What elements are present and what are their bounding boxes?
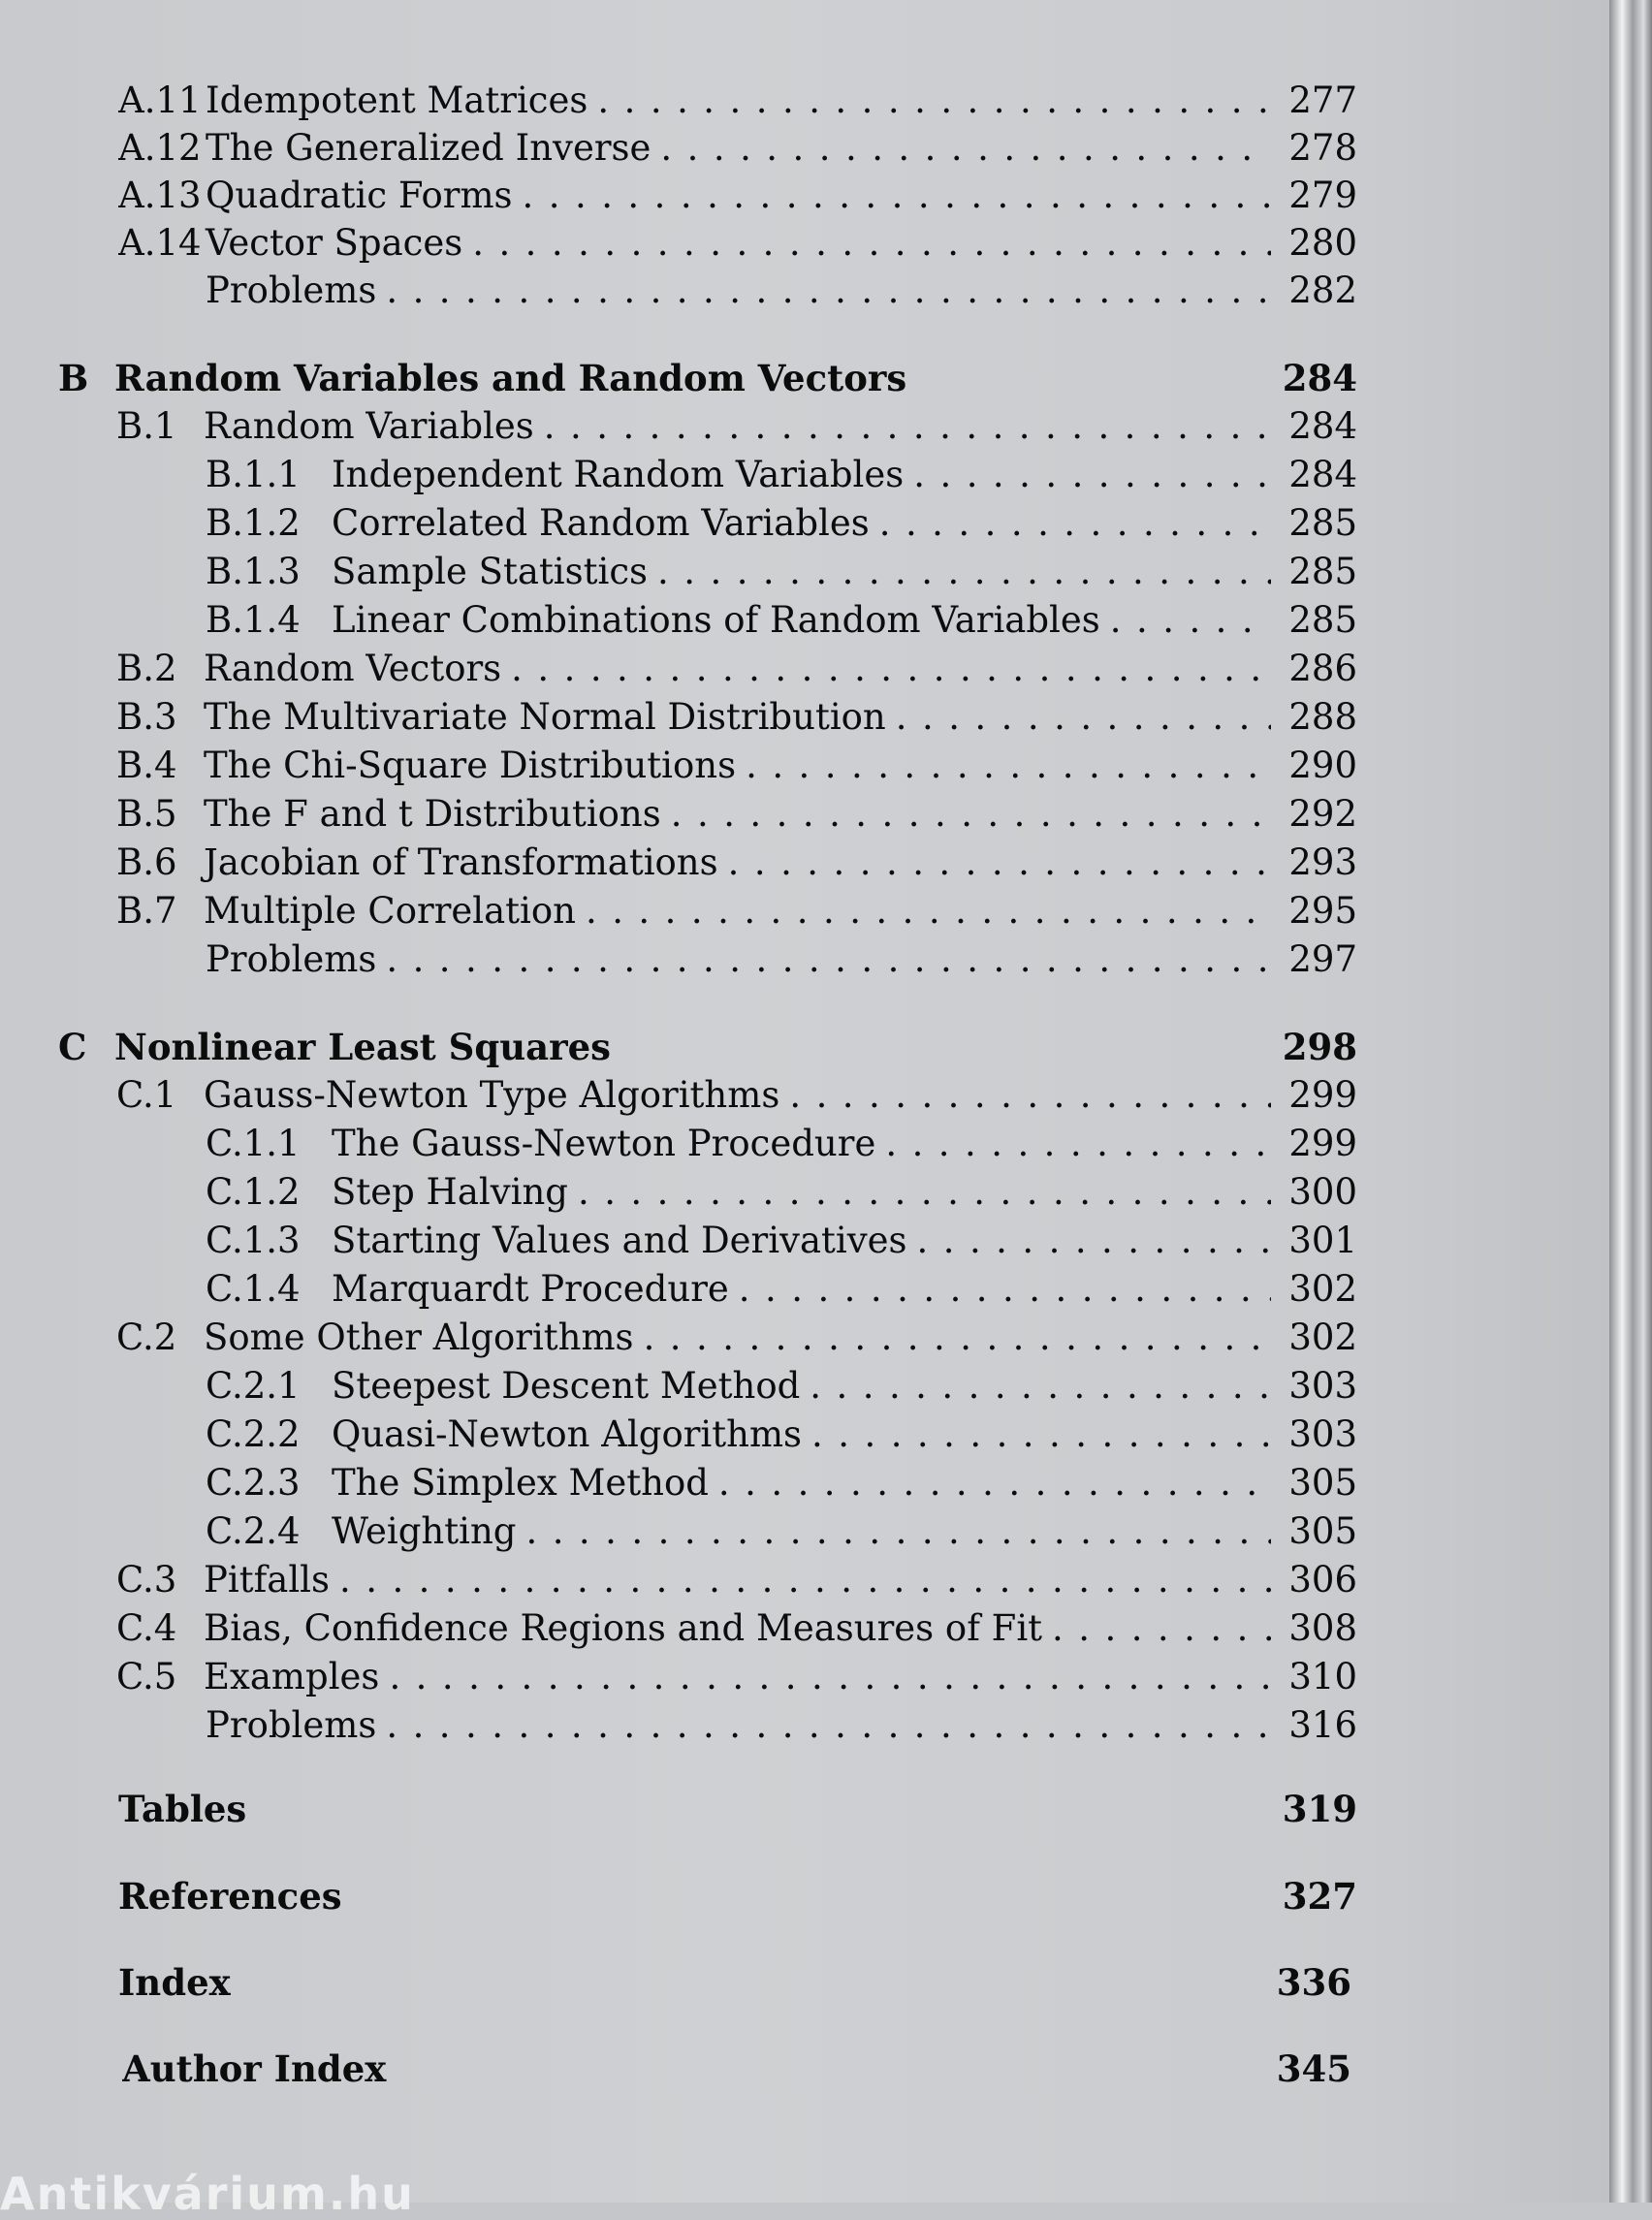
section-number: C.5 [116, 1656, 177, 1697]
chapter-title: Index [118, 1961, 231, 2004]
dot-leader [586, 890, 1271, 932]
toc-entry-c24 [206, 1510, 1357, 1557]
dot-leader [1110, 599, 1272, 641]
toc-entry-c2 [116, 1316, 1357, 1363]
dot-leader [386, 1704, 1271, 1746]
section-number: B.6 [116, 841, 177, 883]
section-title: The Chi-Square Distributions [204, 745, 737, 786]
page-number: 310 [1288, 1656, 1357, 1697]
section-number: C.1 [116, 1074, 177, 1116]
section-title: Correlated Random Variables [332, 502, 870, 544]
toc-entry-b2 [116, 648, 1357, 694]
page-number: 303 [1288, 1365, 1357, 1407]
dot-leader [746, 745, 1271, 786]
section-title: Starting Values and Derivatives [332, 1220, 907, 1261]
toc-entry-c22 [206, 1413, 1357, 1460]
chapter-title: References [118, 1875, 342, 1918]
section-number: B.1.4 [206, 599, 301, 641]
dot-leader [386, 270, 1271, 311]
page-number: 299 [1288, 1074, 1357, 1116]
toc-entry-c14 [206, 1268, 1357, 1315]
dot-leader [917, 1220, 1272, 1261]
section-number: B.3 [116, 696, 177, 738]
page-number: 278 [1288, 127, 1357, 169]
section-title: Problems [206, 938, 377, 980]
dot-leader [644, 1316, 1272, 1358]
section-title: The Multivariate Normal Distribution [204, 696, 886, 738]
dot-leader [386, 938, 1271, 980]
dot-leader [511, 648, 1271, 689]
dot-leader [657, 551, 1271, 592]
chapter-title: Nonlinear Least Squares [114, 1026, 611, 1068]
page-number: 306 [1288, 1559, 1357, 1601]
page-number: 303 [1288, 1413, 1357, 1455]
dot-leader [885, 1123, 1271, 1164]
page-number: 305 [1288, 1510, 1357, 1552]
toc-entry-c-problems [206, 1704, 1357, 1751]
page-number: 285 [1288, 551, 1357, 592]
page-number: 305 [1288, 1462, 1357, 1504]
toc-entry-a11 [118, 79, 1357, 126]
chapter-title: Random Variables and Random Vectors [114, 357, 907, 399]
page-number: 301 [1288, 1220, 1357, 1261]
page-number: 298 [1282, 1026, 1357, 1068]
dot-leader [789, 1074, 1271, 1116]
section-title: Sample Statistics [332, 551, 649, 592]
toc-entry-b3 [116, 696, 1357, 743]
section-number: A.12 [118, 127, 202, 169]
section-title: Step Halving [332, 1171, 568, 1213]
section-number: C.2.2 [206, 1413, 301, 1455]
page-number: 336 [1276, 1961, 1351, 2004]
section-title: Problems [206, 1704, 377, 1746]
section-title: Quadratic Forms [206, 174, 513, 216]
dot-leader [523, 174, 1272, 216]
watermark-text: Antikvárium.hu [0, 2168, 415, 2220]
toc-entry-a14 [118, 222, 1357, 269]
toc-entry-b6 [116, 841, 1357, 888]
chapter-title: Author Index [122, 2047, 387, 2090]
section-title: Vector Spaces [206, 222, 463, 264]
page-number: 285 [1288, 502, 1357, 544]
page-number: 295 [1288, 890, 1357, 932]
page-number: 285 [1288, 599, 1357, 641]
page-number: 288 [1288, 696, 1357, 738]
dot-leader [525, 1510, 1271, 1552]
dot-leader [718, 1462, 1271, 1504]
page-number: 284 [1282, 357, 1357, 399]
toc-entry-b12 [206, 502, 1357, 549]
toc-chapter-b [58, 357, 1357, 403]
toc-chapter-references [118, 1875, 1357, 1921]
section-title: Jacobian of Transformations [204, 841, 718, 883]
toc-entry-c21 [206, 1365, 1357, 1411]
dot-leader [810, 1365, 1271, 1407]
dot-leader [544, 405, 1272, 447]
page-number: 286 [1288, 648, 1357, 689]
dot-leader [660, 127, 1271, 169]
dot-leader [671, 793, 1272, 835]
page-number: 284 [1288, 454, 1357, 495]
section-title: The Gauss-Newton Procedure [332, 1123, 876, 1164]
section-title: Gauss-Newton Type Algorithms [204, 1074, 780, 1116]
section-number: C.1.4 [206, 1268, 301, 1310]
page-number: 327 [1282, 1875, 1357, 1918]
book-spine-edge [1609, 0, 1652, 2203]
toc-chapter-author-index [122, 2047, 1351, 2094]
page-number: 300 [1288, 1171, 1357, 1213]
dot-leader [389, 1656, 1271, 1697]
page-number: 308 [1288, 1607, 1357, 1649]
page-number: 277 [1288, 79, 1357, 121]
section-number: C.3 [116, 1559, 177, 1601]
toc-entry-b4 [116, 745, 1357, 791]
toc-entry-c5 [116, 1656, 1357, 1702]
section-number: C.1.2 [206, 1171, 301, 1213]
toc-entry-c1 [116, 1074, 1357, 1121]
page-number: 292 [1288, 793, 1357, 835]
dot-leader [739, 1268, 1272, 1310]
section-number: A.14 [118, 222, 202, 264]
section-number: B.1.2 [206, 502, 301, 544]
section-title: Some Other Algorithms [204, 1316, 634, 1358]
page-number: 293 [1288, 841, 1357, 883]
toc-entry-b14 [206, 599, 1357, 646]
section-title: Steepest Descent Method [332, 1365, 801, 1407]
section-title: Random Variables [204, 405, 534, 447]
section-title: Linear Combinations of Random Variables [332, 599, 1100, 641]
section-number: B.1.3 [206, 551, 301, 592]
section-number: A.13 [118, 174, 202, 216]
page-number: 299 [1288, 1123, 1357, 1164]
page-number: 290 [1288, 745, 1357, 786]
chapter-title: Tables [118, 1788, 247, 1830]
dot-leader [472, 222, 1271, 264]
dot-leader [913, 454, 1271, 495]
section-title: The F and t Distributions [204, 793, 661, 835]
section-title: Weighting [332, 1510, 517, 1552]
toc-entry-b-problems [206, 938, 1357, 985]
section-title: Problems [206, 270, 377, 311]
toc-entry-c23 [206, 1462, 1357, 1508]
section-number: C.2.1 [206, 1365, 301, 1407]
section-number: C.2 [116, 1316, 177, 1358]
page-number: 279 [1288, 174, 1357, 216]
section-number: B.4 [116, 745, 177, 786]
section-number: C.1.3 [206, 1220, 301, 1261]
dot-leader [728, 841, 1272, 883]
page-number: 319 [1282, 1788, 1357, 1830]
toc-entry-b13 [206, 551, 1357, 597]
section-title: Pitfalls [204, 1559, 331, 1601]
dot-leader [578, 1171, 1271, 1213]
section-number: C.1.1 [206, 1123, 301, 1164]
toc-entry-b11 [206, 454, 1357, 500]
section-title: Marquardt Procedure [332, 1268, 729, 1310]
toc-chapter-c [58, 1026, 1357, 1072]
section-title: Independent Random Variables [332, 454, 905, 495]
toc-entry-a12 [118, 127, 1357, 174]
toc-entry-c4 [116, 1607, 1357, 1654]
section-title: The Generalized Inverse [206, 127, 651, 169]
dot-leader [896, 696, 1272, 738]
toc-entry-c13 [206, 1220, 1357, 1266]
toc-entry-c3 [116, 1559, 1357, 1605]
section-title: Random Vectors [204, 648, 502, 689]
chapter-letter: C [58, 1026, 87, 1068]
section-number: B.1 [116, 405, 177, 447]
dot-leader [811, 1413, 1271, 1455]
section-number: B.5 [116, 793, 177, 835]
dot-leader [339, 1559, 1271, 1601]
toc-entry-a-problems [206, 270, 1357, 316]
section-title: Idempotent Matrices [206, 79, 588, 121]
page-number: 284 [1288, 405, 1357, 447]
section-title: Quasi-Newton Algorithms [332, 1413, 803, 1455]
page-number: 302 [1288, 1268, 1357, 1310]
section-number: B.1.1 [206, 454, 301, 495]
section-number: C.2.3 [206, 1462, 301, 1504]
toc-entry-a13 [118, 174, 1357, 221]
section-title: Multiple Correlation [204, 890, 576, 932]
page-number: 280 [1288, 222, 1357, 264]
section-number: B.7 [116, 890, 177, 932]
page-number: 345 [1276, 2047, 1351, 2090]
toc-entry-b1 [116, 405, 1357, 452]
section-number: C.2.4 [206, 1510, 301, 1552]
section-title: The Simplex Method [332, 1462, 709, 1504]
toc-entry-c11 [206, 1123, 1357, 1169]
toc-chapter-index [118, 1961, 1351, 2008]
chapter-letter: B [58, 357, 89, 399]
section-number: B.2 [116, 648, 177, 689]
toc-entry-b5 [116, 793, 1357, 840]
dot-leader [879, 502, 1272, 544]
toc-chapter-tables [118, 1788, 1357, 1834]
section-title: Bias, Confidence Regions and Measures of Fit [204, 1607, 1043, 1649]
page-number: 316 [1288, 1704, 1357, 1746]
section-number: C.4 [116, 1607, 177, 1649]
toc-entry-c12 [206, 1171, 1357, 1218]
page-number: 282 [1288, 270, 1357, 311]
page-number: 297 [1288, 938, 1357, 980]
section-title: Examples [204, 1656, 380, 1697]
dot-leader [1052, 1607, 1271, 1649]
section-number: A.11 [118, 79, 202, 121]
dot-leader [597, 79, 1271, 121]
toc-entry-b7 [116, 890, 1357, 936]
page-number: 302 [1288, 1316, 1357, 1358]
